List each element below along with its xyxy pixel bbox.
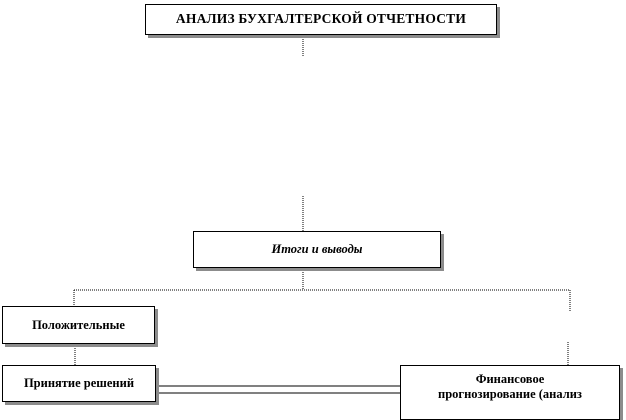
forecast-label-line1: Финансовое	[475, 372, 545, 386]
decisions-label: Принятие решений	[23, 376, 135, 390]
positive-box	[2, 306, 155, 344]
forecast-label-line2: прогнозирование (анализ	[438, 387, 582, 401]
diagram-title-box	[145, 4, 497, 35]
positive-label: Положительные	[32, 317, 125, 332]
diagram-title: АНАЛИЗ БУХГАЛТЕРСКОЙ ОТЧЕТНОСТИ	[175, 11, 467, 27]
decisions-box	[2, 365, 156, 402]
summary-label: Итоги и выводы	[271, 242, 363, 256]
forecast-box	[400, 365, 620, 420]
forecast-text	[438, 372, 582, 402]
summary-box	[193, 231, 441, 268]
